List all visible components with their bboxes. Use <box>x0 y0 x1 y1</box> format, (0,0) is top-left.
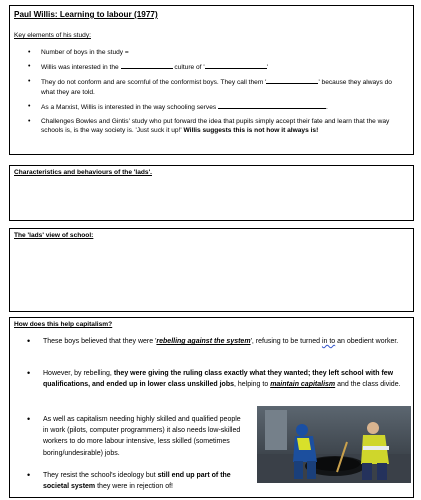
list-item: • They resist the school's ideology but still end up part of the societal system they were in rejection of! <box>10 470 246 492</box>
list-item: • However, by rebelling, they were giving the ruling class exactly what they wanted; they left school with few qualifications, and ended up in lower class unskilled jobs, helping to maintain capitalism and the class divide. <box>10 368 402 390</box>
key-elements-list <box>10 48 408 140</box>
section-subtitle: Key elements of his study: <box>14 32 91 39</box>
fill-in-blank[interactable] <box>266 77 318 84</box>
section-title: Characteristics and behaviours of the 'lads'. <box>14 169 152 176</box>
list-item: • Willis was interested in the culture of ' ' <box>10 62 402 72</box>
capitalism-box <box>9 317 414 498</box>
study-summary-box <box>9 5 414 155</box>
list-item: • Challenges Bowles and Gintis' study who put forward the idea that pupils simply accept their fate and learn that the way schools is, is the way society is. 'Just suck it up!' Willis suggests this is not how it always is! <box>10 117 402 135</box>
list-item: • They do not conform and are scornful of the conformist boys. They call them ' ' because they always do what they are told. <box>10 77 402 96</box>
section-title: The 'lads' view of school: <box>14 232 94 239</box>
fill-in-blank[interactable] <box>205 62 267 69</box>
list-item: • These boys believed that they were 'rebelling against the system', refusing to be turned in to an obedient worker. <box>10 336 400 347</box>
section-title: Paul Willis: Learning to labour (1977) <box>14 10 158 19</box>
lads-view-box[interactable] <box>9 228 414 312</box>
list-item: • As a Marxist, Willis is interested in the way schooling serves . <box>10 102 402 112</box>
workers-photo <box>257 406 411 483</box>
characteristics-box[interactable] <box>9 165 414 221</box>
list-item: • As well as capitalism needing highly skilled and qualified people in work (pilots, computer programmers) it also needs low-skilled workers to do more labour intensive, less skilled (sometimes boring/undesirable) jobs. <box>10 414 246 459</box>
fill-in-blank[interactable] <box>218 102 326 109</box>
section-title: How does this help capitalism? <box>14 321 113 328</box>
fill-in-blank[interactable] <box>121 62 173 69</box>
list-item: • Number of boys in the study = <box>10 48 402 57</box>
